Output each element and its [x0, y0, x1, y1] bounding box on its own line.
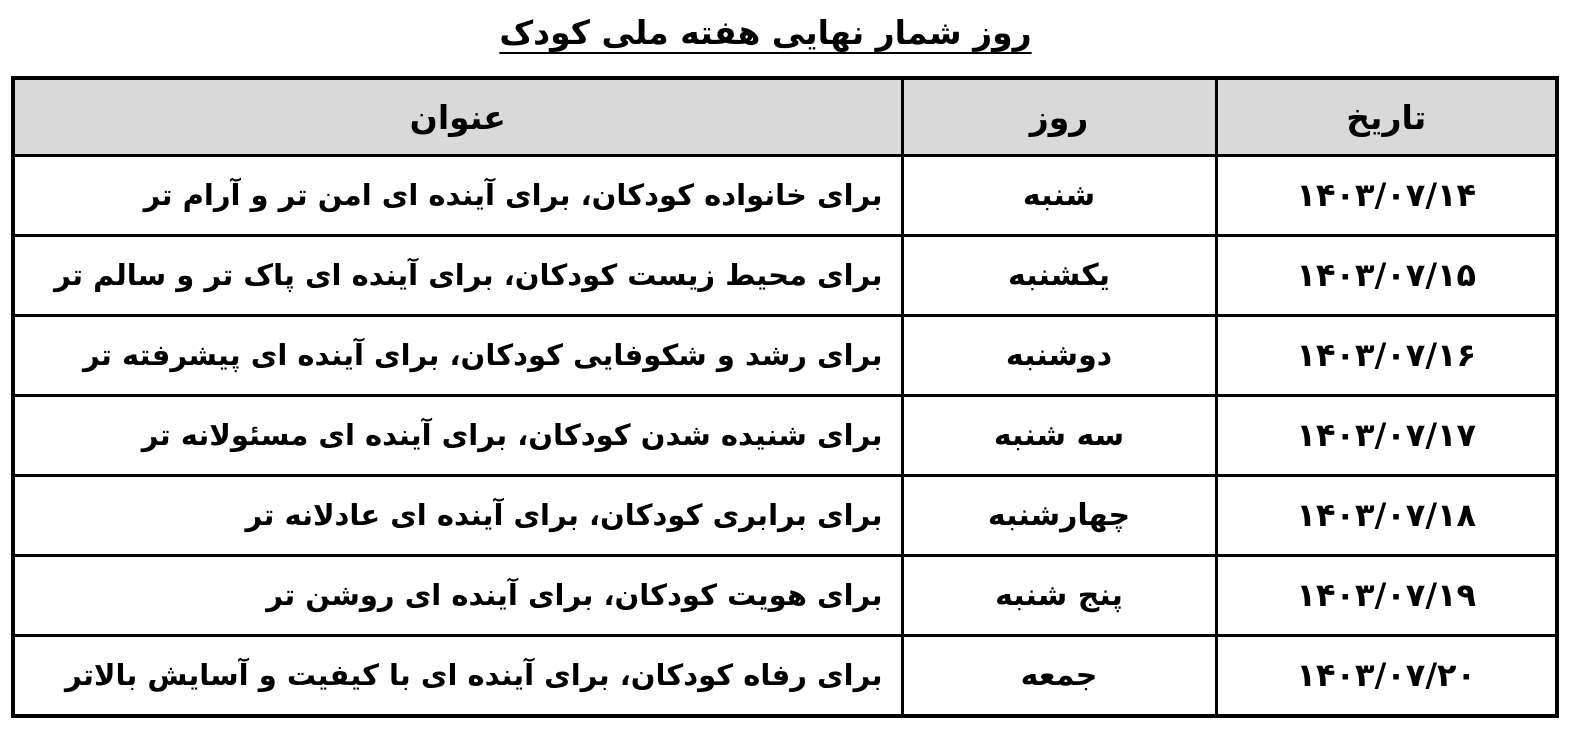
- topic-cell: برای شنیده شدن کودکان، برای آینده ای مسئولانه تر: [13, 395, 902, 475]
- column-header-topic: عنوان: [13, 78, 902, 156]
- date-cell: ۱۴۰۳/۰۷/۱۸: [1216, 475, 1557, 555]
- day-cell: شنبه: [902, 156, 1216, 236]
- topic-cell: برای محیط زیست کودکان، برای آینده ای پاک تر و سالم تر: [13, 235, 902, 315]
- topic-cell: برای خانواده کودکان، برای آینده ای امن تر و آرام تر: [13, 156, 902, 236]
- date-cell: ۱۴۰۳/۰۷/۲۰: [1216, 635, 1557, 716]
- column-header-day: روز: [902, 78, 1216, 156]
- topic-cell: برای رشد و شکوفایی کودکان، برای آینده ای پیشرفته تر: [13, 315, 902, 395]
- date-cell: ۱۴۰۳/۰۷/۱۶: [1216, 315, 1557, 395]
- day-cell: دوشنبه: [902, 315, 1216, 395]
- table-row: [13, 475, 1557, 555]
- date-cell: ۱۴۰۳/۰۷/۱۹: [1216, 555, 1557, 635]
- day-cell: یکشنبه: [902, 235, 1216, 315]
- date-cell: ۱۴۰۳/۰۷/۱۵: [1216, 235, 1557, 315]
- table-row: [13, 635, 1557, 716]
- page-title-text: روز شمار نهایی هفته ملی کودک: [499, 13, 1032, 52]
- table-row: [13, 555, 1557, 635]
- column-header-date: تاریخ: [1216, 78, 1557, 156]
- table-row: [13, 156, 1557, 236]
- day-cell: پنج شنبه: [902, 555, 1216, 635]
- date-cell: ۱۴۰۳/۰۷/۱۴: [1216, 156, 1557, 236]
- topic-cell: برای برابری کودکان، برای آینده ای عادلانه تر: [13, 475, 902, 555]
- table-row: [13, 235, 1557, 315]
- day-cell: چهارشنبه: [902, 475, 1216, 555]
- table-row: [13, 395, 1557, 475]
- topic-cell: برای رفاه کودکان، برای آینده ای با کیفیت و آسایش بالاتر: [13, 635, 902, 716]
- schedule-table: [11, 76, 1559, 718]
- topic-cell: برای هویت کودکان، برای آینده ای روشن تر: [13, 555, 902, 635]
- date-cell: ۱۴۰۳/۰۷/۱۷: [1216, 395, 1557, 475]
- table-header-row: [13, 78, 1557, 156]
- table-row: [13, 315, 1557, 395]
- day-cell: جمعه: [902, 635, 1216, 716]
- page-title: [0, 8, 1531, 58]
- day-cell: سه شنبه: [902, 395, 1216, 475]
